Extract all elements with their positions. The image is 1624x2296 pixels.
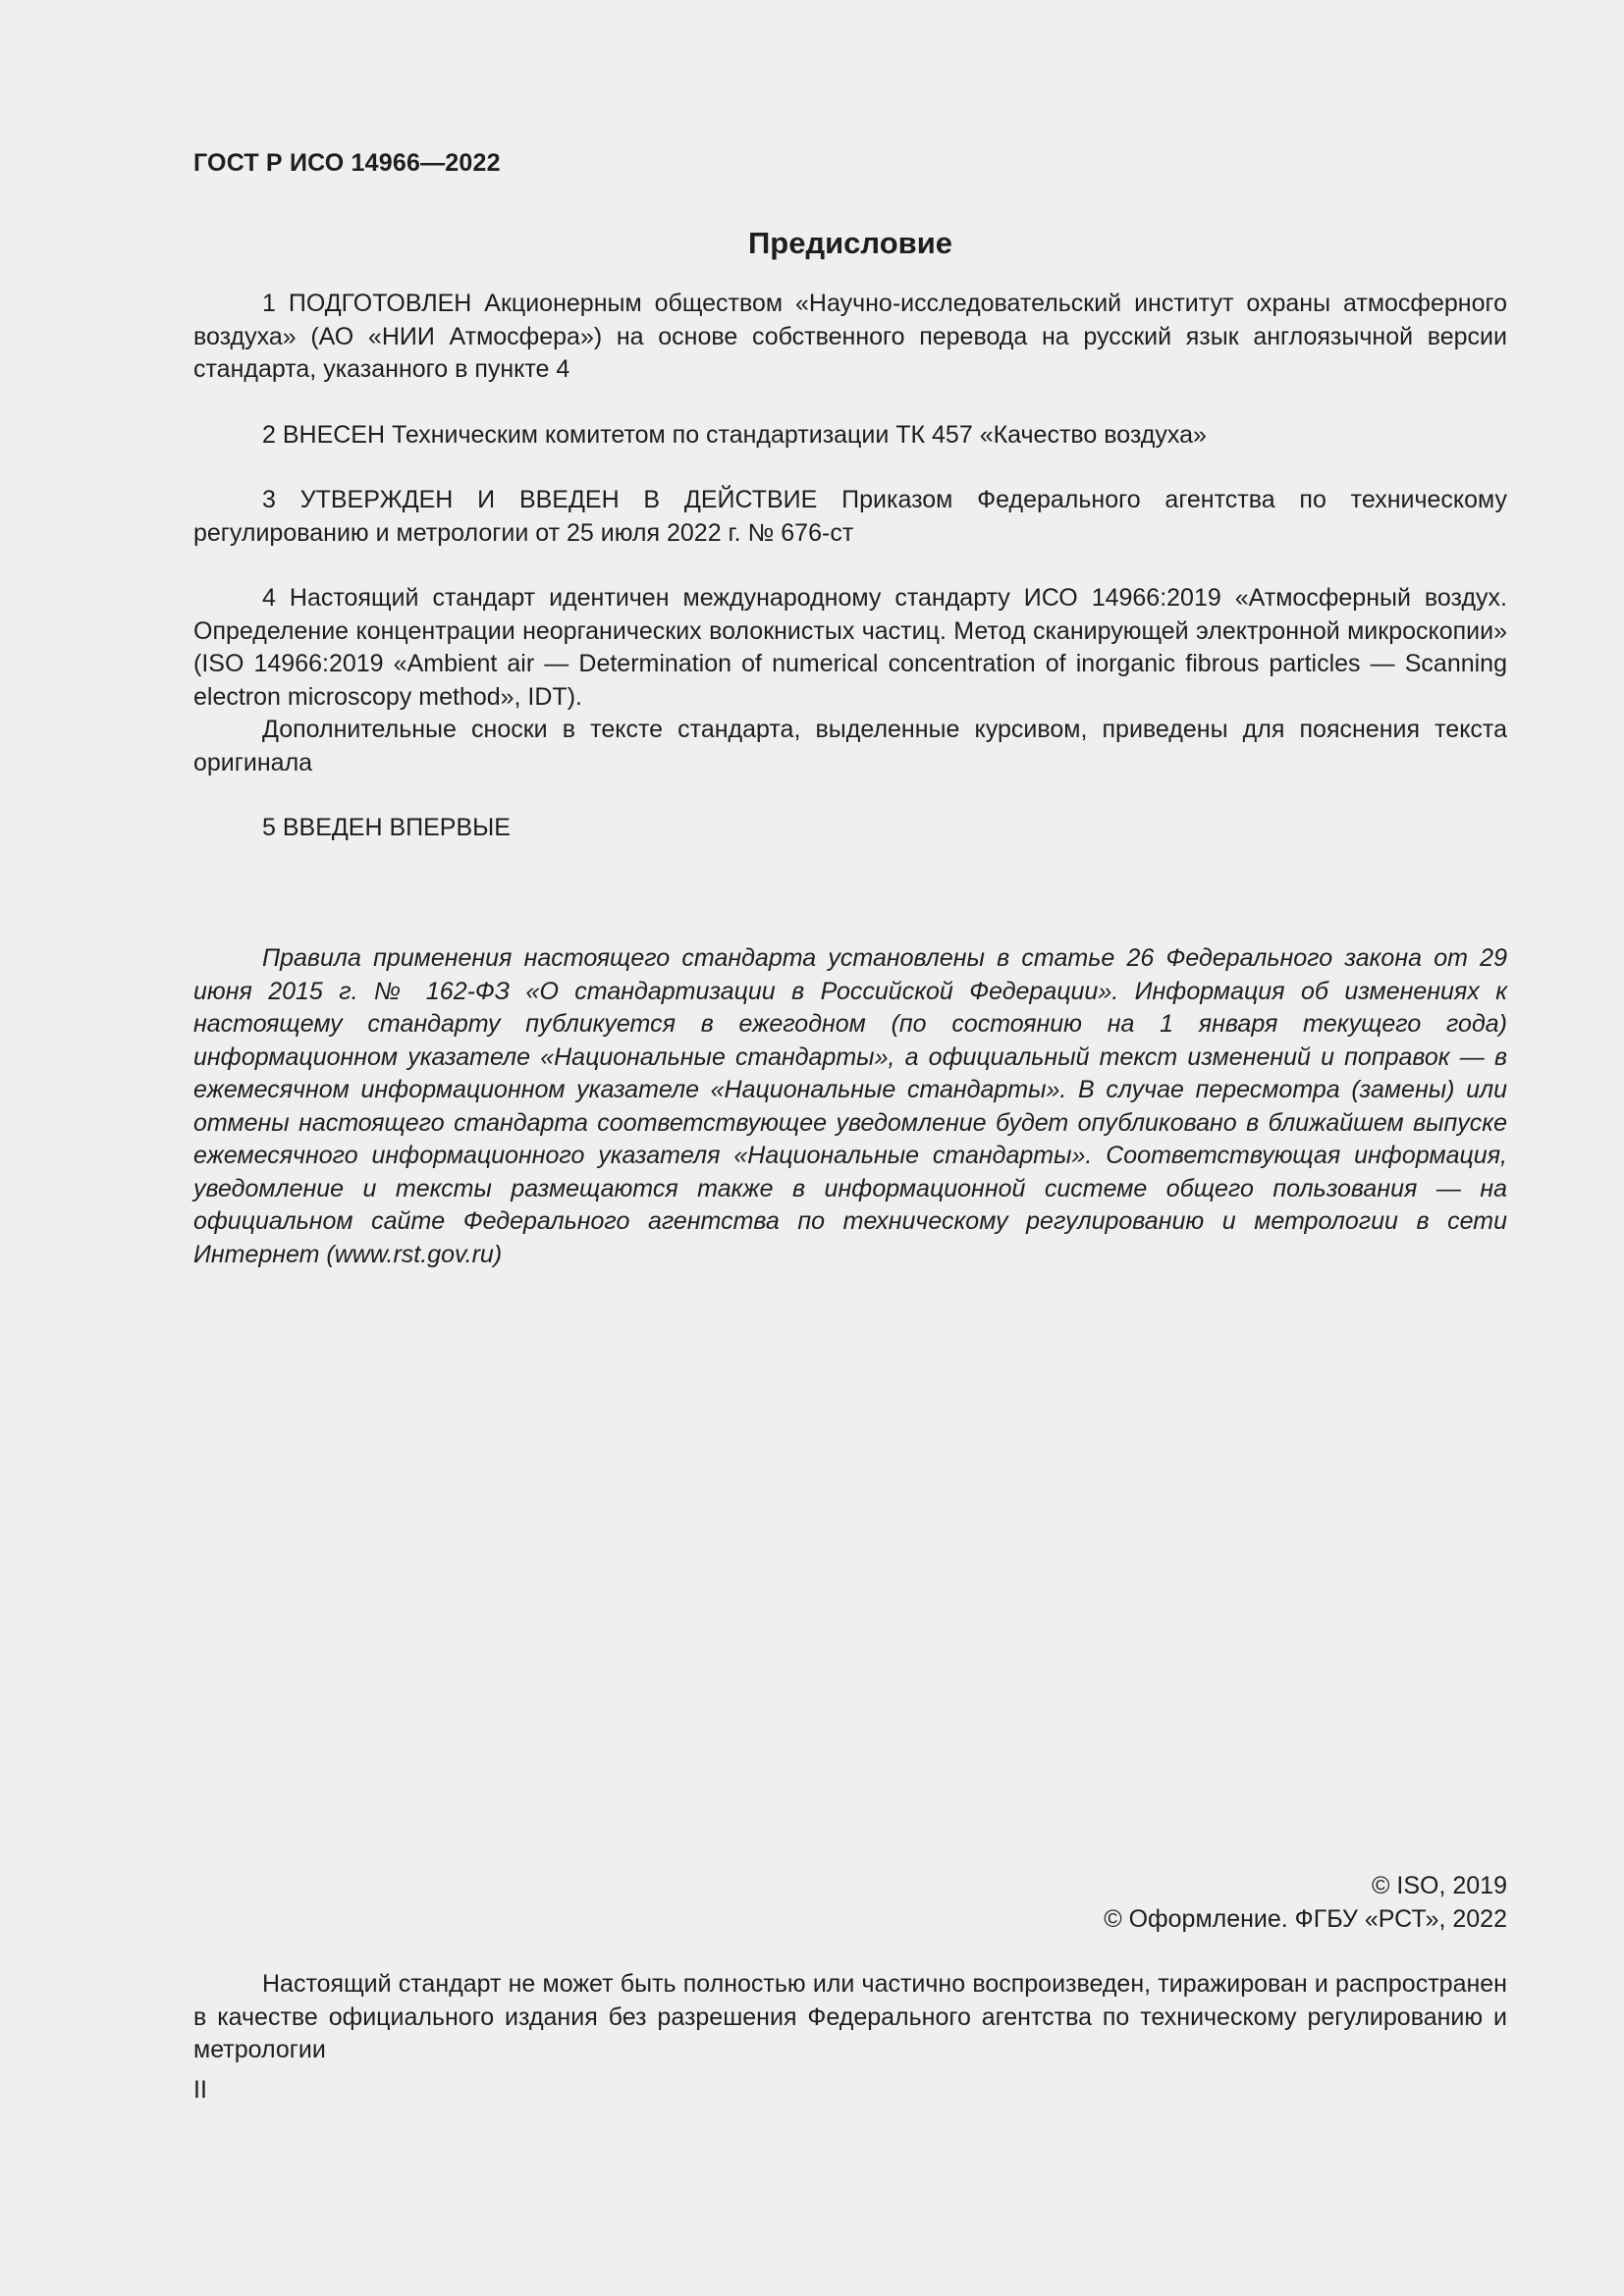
preface-title: Предисловие [747, 226, 952, 260]
preface-item-2: 2 ВНЕСЕН Техническим комитетом по стандартизации ТК 457 «Качество воздуха» [262, 421, 1207, 449]
rules-notice: Правила применения настоящего стандарта установлены в статье 26 Федерального закона от 29 июня 2015 г. № 162-ФЗ «О стандартизации в Российской Федерации». Информация об изменениях к настоящему стандарту публикуется в ежегодном (по состоянию на 1 января текущего года) информационном указателе «Национальные стандарты», а официальный текст изменений и поправок — в ежемесячном информационном указателе «Национальные стандарты». В случае пересмотра (замены) или отмены настоящего стандарта соответствующее уведомление будет опубликовано в ближайшем выпуске ежемесячного информационного указателя «Национальные стандарты». Соответствующая информация, уведомление и тексты размещаются также в информационной системе общего пользования — на официальном сайте Федерального агентства по техническому регулированию и метрологии в сети Интернет (www.rst.gov.ru) [193, 944, 1507, 1268]
preface-item-4-note: Дополнительные сноски в тексте стандарта, выделенные курсивом, приведены для пояснения текста оригинала [193, 716, 1507, 776]
copyright-iso: © ISO, 2019 [1372, 1872, 1507, 1899]
preface-item-5: 5 ВВЕДЕН ВПЕРВЫЕ [262, 814, 511, 841]
preface-item-3: 3 УТВЕРЖДЕН И ВВЕДЕН В ДЕЙСТВИЕ Приказом Федерального агентства по техническому регулированию и метрологии от 25 июля 2022 г. № 676-ст [193, 486, 1507, 547]
reproduction-notice: Настоящий стандарт не может быть полностью или частично воспроизведен, тиражирован и распространен в качестве официального издания без разрешения Федерального агентства по техническому регулированию и метрологии [193, 1970, 1507, 2063]
page-number: II [193, 2076, 207, 2104]
copyright-rst: © Оформление. ФГБУ «РСТ», 2022 [1104, 1905, 1507, 1933]
preface-item-4: 4 Настоящий стандарт идентичен международному стандарту ИСО 14966:2019 «Атмосферный воздух. Определение концентрации неорганических волокнистых частиц. Метод сканирующей электронной микроскопии» (ISO 14966:2019 «Ambient air — Determination of numerical concentration of inorganic fibrous particles — Scanning electron microscopy method», IDT). [193, 584, 1507, 711]
standard-code: ГОСТ Р ИСО 14966—2022 [193, 149, 501, 177]
preface-item-1: 1 ПОДГОТОВЛЕН Акционерным обществом «Научно-исследовательский институт охраны атмосферного воздуха» (АО «НИИ Атмосфера») на основе собственного перевода на русский язык англоязычной версии стандарта, указанного в пункте 4 [193, 290, 1507, 383]
